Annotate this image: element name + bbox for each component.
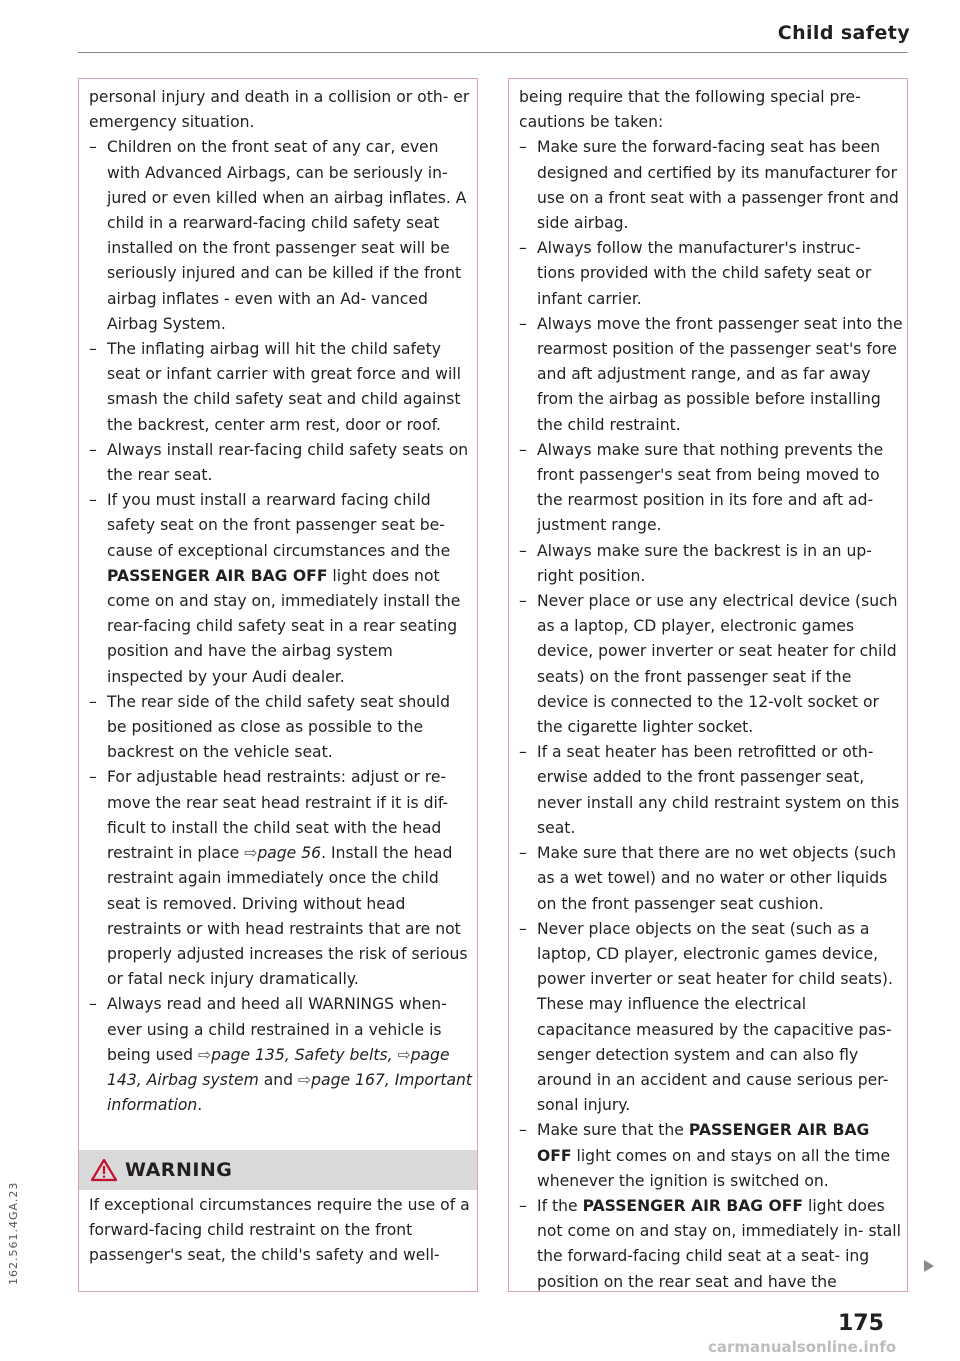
- bullet-text: The inflating airbag will hit the child safety seat or infant carrier with great force and will smash the child safety seat and child against the backrest, center arm rest, door or roof.: [107, 340, 461, 434]
- bullet-item: [519, 1194, 903, 1295]
- left-intro: personal injury and death in a collision or oth- er emergency situation.: [89, 88, 470, 132]
- bullet-text: If you must install a rearward facing child safety seat on the front passenger seat be- cause of exceptional circumstances and the: [107, 491, 451, 560]
- bullet-text: If a seat heater has been retrofitted or oth- erwise added to the front passenger seat, never install any child restraint system on this seat.: [537, 743, 900, 837]
- indicator-light-name: PASSENGER AIR BAG OFF: [107, 566, 328, 585]
- page-ref-arrow-icon: ⇨: [244, 844, 258, 863]
- bullet-item: [519, 539, 903, 589]
- bullet-item: [519, 841, 903, 917]
- warning-header: [79, 1150, 477, 1190]
- bullet-text: Children on the front seat of any car, even with Advanced Airbags, can be seriously in- jured or even killed when an airbag inflates. A child in a rearward-facing child safety seat installed on the front passenger seat will be seriously injured and can be killed if the front airbag inflates - even with an Ad- vanced Airbag System.: [107, 138, 467, 333]
- bullet-text: light does not come on and stay on, immediately in- stall the forward-facing child seat at a seat- ing position on the rear seat and have the: [537, 1196, 901, 1291]
- bullet-item: [89, 438, 473, 488]
- page-reference-link[interactable]: page 56: [257, 844, 322, 863]
- bullet-item: [89, 135, 473, 337]
- bullet-text: Always make sure the backrest is in an up- right position.: [537, 541, 872, 585]
- bullet-text: Always install rear-facing child safety seats on the rear seat.: [107, 440, 469, 485]
- bullet-item: [519, 589, 903, 740]
- warning-triangle-icon: [91, 1158, 117, 1182]
- bullet-item: [519, 135, 903, 236]
- bullet-text: If the: [537, 1196, 583, 1215]
- bullet-item: [89, 337, 473, 438]
- bullet-text: Never place objects on the seat (such as a laptop, CD player, electronic games device, power inverter or seat heater for child seats). These may influence the electrical capacitance measured by the capacitive pas- senger detection system and can also fly around in an accident and cause serious per- sonal injury.: [537, 919, 893, 1115]
- warning-label: WARNING: [125, 1159, 233, 1181]
- bullet-item: [519, 1118, 903, 1194]
- bullet-text: Never place or use any electrical device (such as a laptop, CD player, electronic games device, power inverter or seat heater for child seats) on the front passenger seat if the device is connected to the 12-volt socket or the cigarette lighter socket.: [537, 592, 898, 737]
- bullet-text: For adjustable head restraints: adjust or re- move the rear seat head restraint if it is dif- ficult to install the child seat with the head restraint in place: [107, 768, 449, 863]
- bullet-text: . Install the head restraint again immediately once the child seat is removed. Driving without head restraints or with head restraints that are not properly adjusted increases the risk of serious or fatal neck injury dramatically.: [107, 844, 468, 989]
- indicator-light-name: PASSENGER AIR BAG OFF: [537, 1121, 870, 1165]
- bullet-text: Make sure that there are no wet objects (such as a wet towel) and no water or other liquids on the front passenger seat cushion.: [537, 844, 897, 913]
- warning-text: If exceptional circumstances require the use of a forward-facing child restraint on the front passenger's seat, the child's safety and well-: [89, 1196, 470, 1265]
- watermark: carmanualsonline.info: [708, 1338, 897, 1356]
- bullet-item: [519, 740, 903, 841]
- right-column-box: [508, 78, 908, 1292]
- left-column-box: [78, 78, 478, 1292]
- bullet-text: light does not come on and stay on, immediately install the rear-facing child safety seat in a rear seating position and have the airbag system inspected by your Audi dealer.: [107, 566, 461, 686]
- bullet-text: Always move the front passenger seat into the rearmost position of the passenger seat's fore and aft adjustment range, and as far away from the airbag as possible before installing the child restraint.: [537, 314, 903, 434]
- page-ref-arrow-icon: ⇨: [198, 1045, 212, 1064]
- bullet-item: [519, 312, 903, 438]
- bullet-item: [519, 917, 903, 1119]
- bullet-item: [89, 765, 473, 992]
- bullet-item: [89, 690, 473, 766]
- right-column-text: [519, 85, 903, 1295]
- bullet-text: Always make sure that nothing prevents the front passenger's seat from being moved to the rearmost position in its fore and aft ad- justment range.: [537, 440, 884, 535]
- left-bullet-list: [89, 135, 473, 1118]
- bullet-item: [89, 488, 473, 690]
- right-intro: being require that the following special pre- cautions be taken:: [519, 88, 861, 132]
- section-title: Child safety: [777, 22, 910, 44]
- bullet-text: and: [258, 1070, 299, 1089]
- bullet-item: [519, 236, 903, 312]
- page-reference-link[interactable]: page 143, Airbag system: [107, 1045, 450, 1089]
- bullet-text: .: [197, 1096, 203, 1115]
- document-code: 162.561.4GA.23: [7, 1181, 20, 1285]
- bullet-item: [519, 438, 903, 539]
- bullet-text: The rear side of the child safety seat should be positioned as close as possible to the backrest on the vehicle seat.: [107, 692, 451, 762]
- page-reference-link[interactable]: page 167, Important information: [107, 1070, 473, 1115]
- left-column-text: [89, 85, 473, 1118]
- warning-text-block: [89, 1193, 473, 1269]
- page-ref-arrow-icon: ⇨: [397, 1045, 411, 1064]
- bullet-text: Always read and heed all WARNINGS when- ever using a child restrained in a vehicle is being used: [107, 995, 447, 1064]
- page-ref-arrow-icon: ⇨: [298, 1070, 312, 1089]
- bullet-text: Make sure that the: [537, 1121, 689, 1140]
- continue-arrow-icon: [922, 1259, 936, 1273]
- page-number: 175: [838, 1311, 884, 1336]
- bullet-text: light comes on and stays on all the time whenever the ignition is switched on.: [537, 1146, 891, 1190]
- page-reference-link[interactable]: page 135, Safety belts,: [211, 1045, 393, 1064]
- bullet-text: Always follow the manufacturer's instruc- tions provided with the child safety seat or infant carrier.: [537, 239, 872, 308]
- right-bullet-list: [519, 135, 903, 1294]
- header-rule: [78, 52, 908, 53]
- indicator-light-name: PASSENGER AIR BAG OFF: [582, 1196, 804, 1215]
- bullet-item: [89, 992, 473, 1118]
- bullet-text: Make sure the forward-facing seat has been designed and certified by its manufacturer for use on a front seat with a passenger front and side airbag.: [537, 138, 899, 233]
